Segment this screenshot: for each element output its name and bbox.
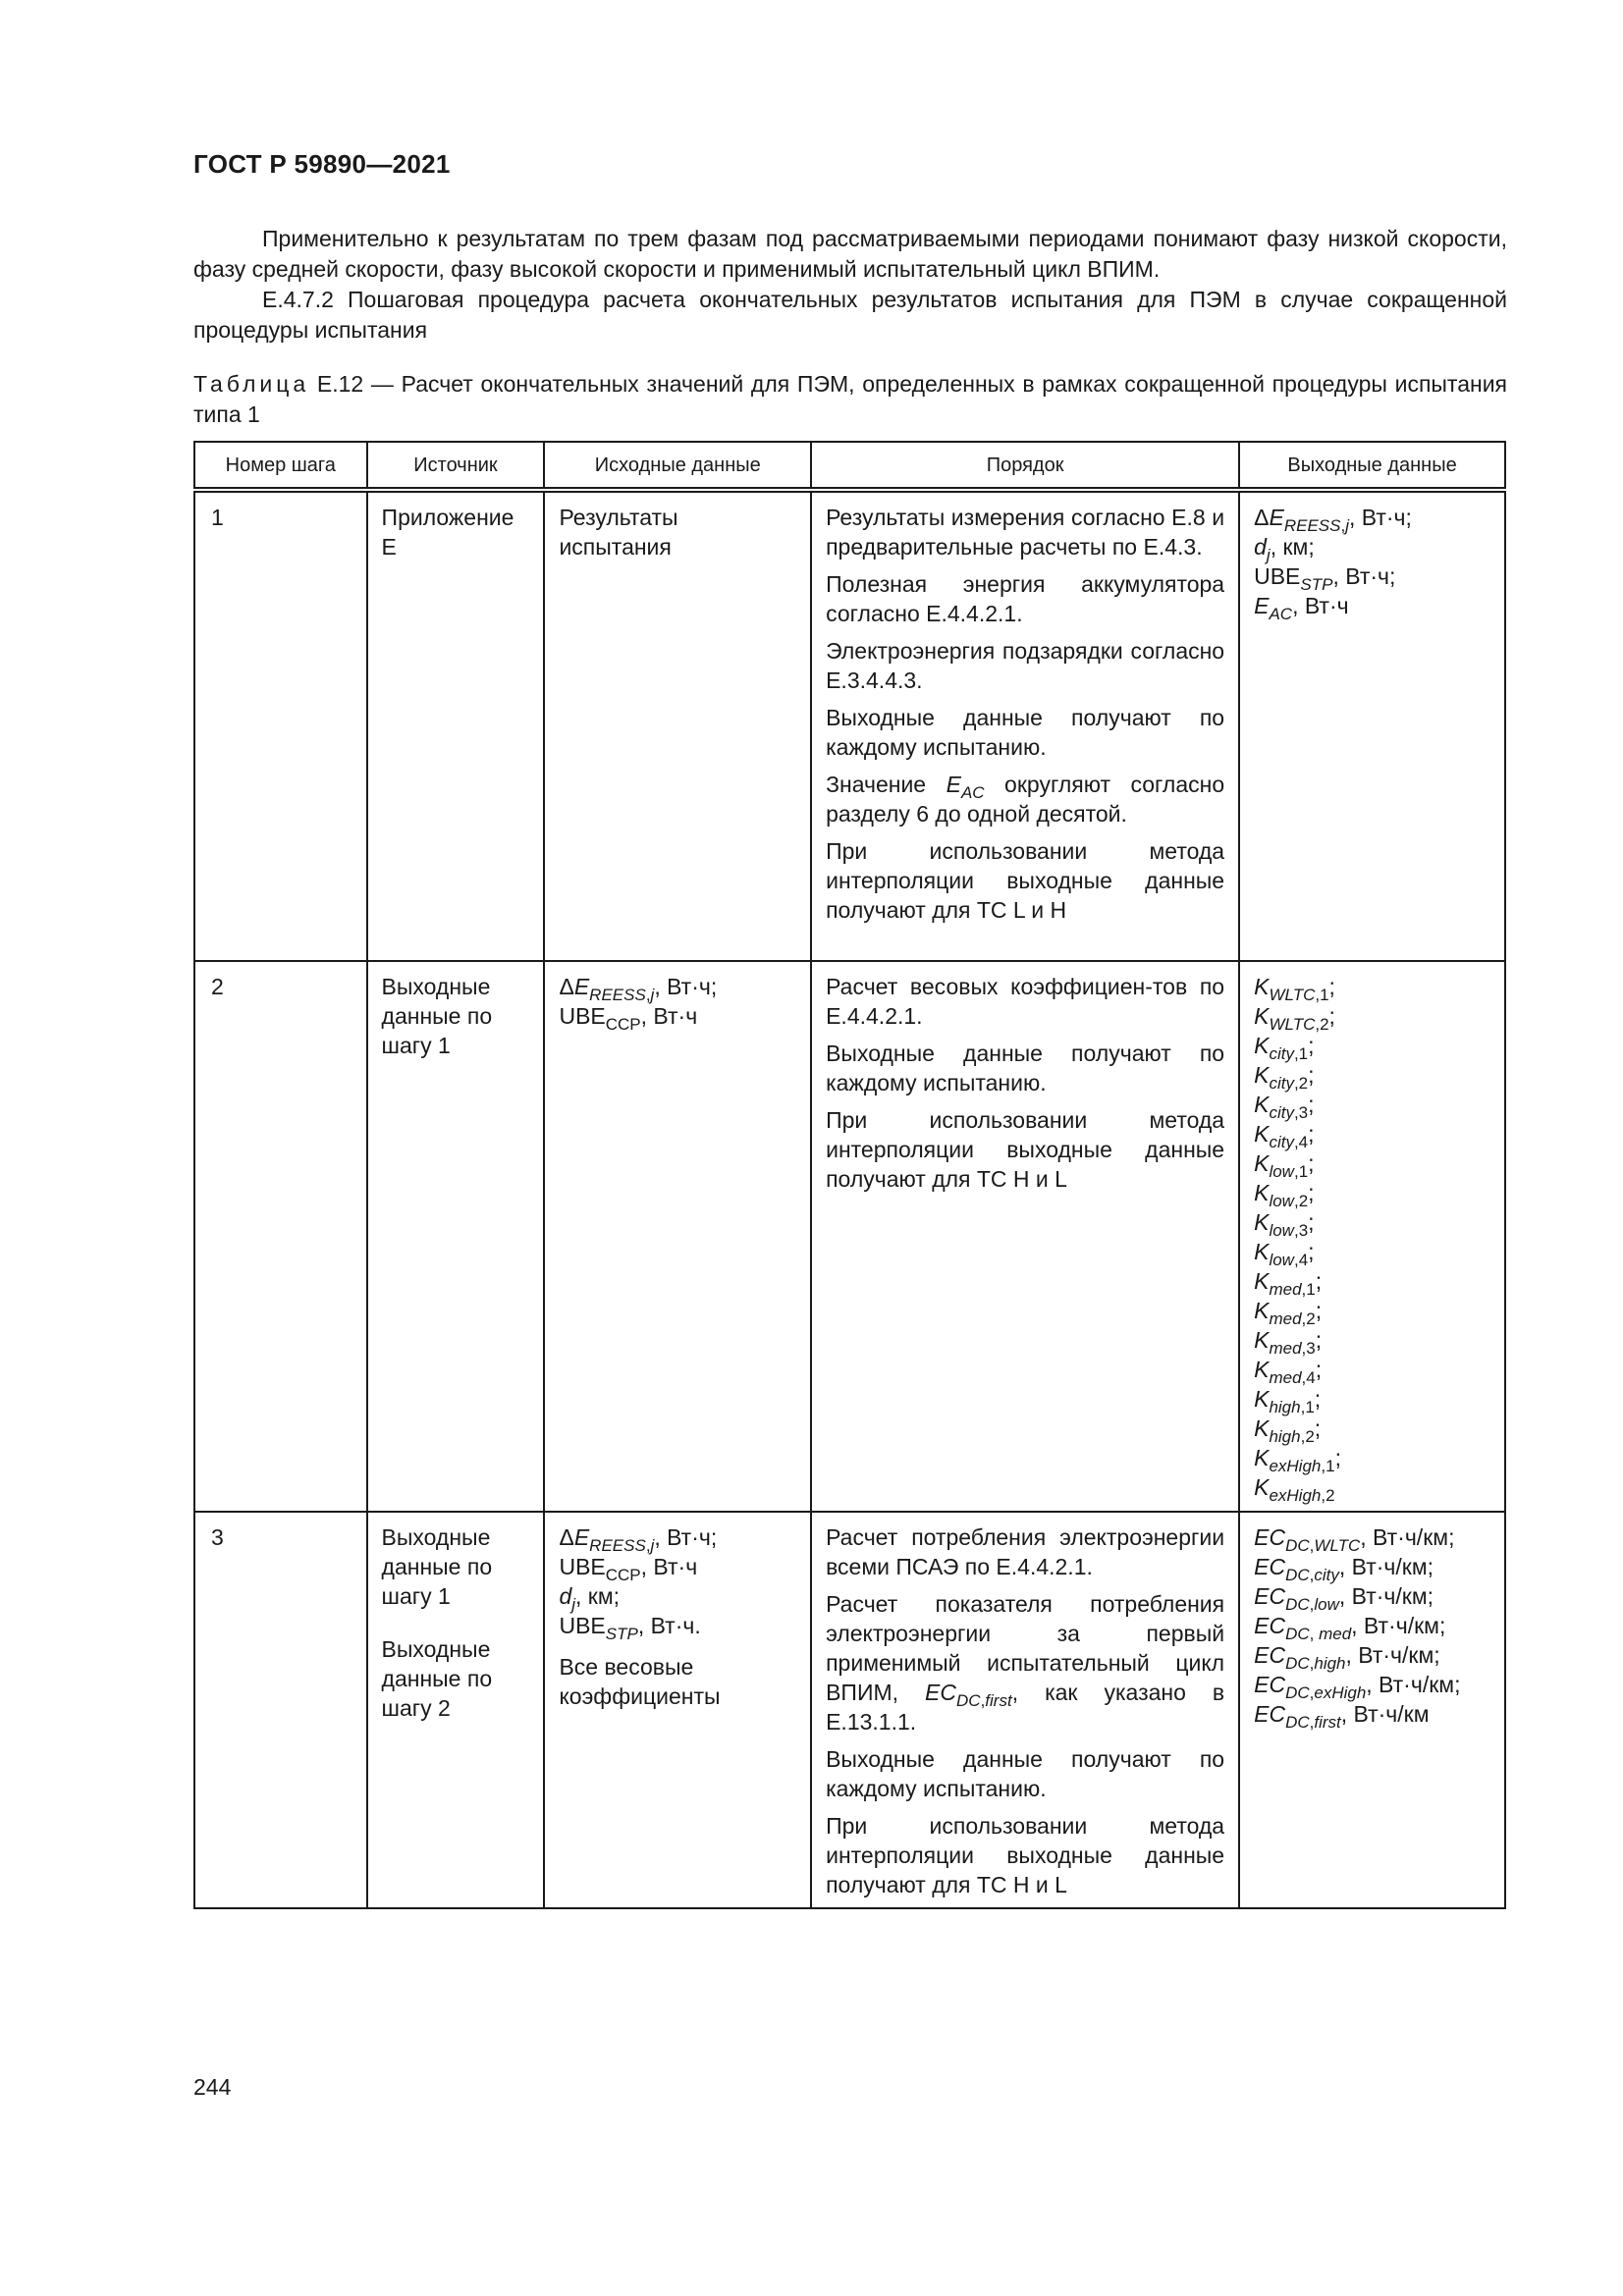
output-item: $K_{city,2}$; bbox=[1254, 1062, 1315, 1093]
procedure-item: При использовании метода интерполяции выходные данные получают для ТС Н и L bbox=[826, 1813, 1225, 1897]
step-number: 3 bbox=[194, 1512, 367, 1908]
calculation-table bbox=[193, 441, 1506, 1909]
procedure-cell bbox=[811, 490, 1239, 961]
header-source: Источник bbox=[367, 442, 545, 490]
output-item: $K_{med,3}$; bbox=[1254, 1327, 1323, 1358]
output-item: $E_{AC}$, Вт·ч bbox=[1254, 593, 1349, 623]
input-item: Все весовые коэффициенты bbox=[559, 1654, 721, 1709]
procedure-item: Выходные данные получают по каждому испытанию. bbox=[826, 1041, 1225, 1095]
output-item: $EC_{DC,WLTC}$, Вт·ч/км; bbox=[1254, 1524, 1455, 1555]
input-item: $d_j$, км; bbox=[559, 1583, 621, 1614]
table-caption-label: Таблица bbox=[193, 371, 310, 397]
output-item: $EC_{DC, med}$, Вт·ч/км; bbox=[1254, 1613, 1446, 1643]
table-row bbox=[194, 490, 1505, 961]
output-item: $K_{WLTC,2}$; bbox=[1254, 1003, 1335, 1034]
input-item: $UBE_{CCP}$, Вт·ч bbox=[559, 1554, 698, 1584]
input-item: $\Delta E_{REESS,j}$, Вт·ч; bbox=[559, 974, 718, 1004]
step-number: 1 bbox=[194, 490, 367, 961]
output-cell bbox=[1239, 961, 1505, 1512]
input-cell: Результаты испытания bbox=[544, 490, 811, 961]
table-caption-text: Е.12 — Расчет окончательных значений для ПЭМ, определенных в рамках сокращенной процедуры испытания типа 1 bbox=[193, 371, 1508, 427]
output-cell bbox=[1239, 1512, 1505, 1908]
output-item: $K_{city,4}$; bbox=[1254, 1121, 1315, 1151]
procedure-item: Электроэнергия подзарядки согласно Е.3.4.4.3. bbox=[826, 638, 1225, 693]
header-output: Выходные данные bbox=[1239, 442, 1505, 490]
source-cell: Приложение Е bbox=[367, 490, 545, 961]
output-item: $EC_{DC,low}$, Вт·ч/км; bbox=[1254, 1583, 1434, 1614]
output-item: $K_{exHigh,2}$ bbox=[1254, 1474, 1335, 1505]
input-item: $\Delta E_{REESS,j}$, Вт·ч; bbox=[559, 1524, 718, 1555]
output-item: $K_{city,3}$; bbox=[1254, 1092, 1315, 1122]
header-procedure: Порядок bbox=[811, 442, 1239, 490]
procedure-item: Расчет показателя потребления электроэнергии за первый применимый испытательный цикл ВПИМ, $EC_{DC,first}$, как указано в Е.13.1.1. bbox=[826, 1591, 1225, 1735]
procedure-cell bbox=[811, 961, 1239, 1512]
output-item: $K_{exHigh,1}$; bbox=[1254, 1445, 1341, 1475]
output-item: $EC_{DC,city}$, Вт·ч/км; bbox=[1254, 1554, 1434, 1584]
procedure-item: Расчет весовых коэффициен-тов по Е.4.4.2.1. bbox=[826, 974, 1225, 1029]
input-cell bbox=[544, 961, 811, 1512]
source-item: Выходные данные по шагу 2 bbox=[381, 1636, 493, 1721]
standard-title: ГОСТ Р 59890—2021 bbox=[193, 149, 451, 179]
input-item: $UBE_{STP}$, Вт·ч. bbox=[559, 1613, 701, 1643]
procedure-cell bbox=[811, 1512, 1239, 1908]
output-item: $K_{low,1}$; bbox=[1254, 1150, 1315, 1181]
output-item: $EC_{DC,exHigh}$, Вт·ч/км; bbox=[1254, 1672, 1461, 1702]
output-item: $d_j$, км; bbox=[1254, 534, 1315, 564]
page-number: 244 bbox=[193, 2074, 232, 2100]
procedure-item: Выходные данные получают по каждому испытанию. bbox=[826, 1746, 1225, 1801]
source-cell bbox=[367, 1512, 545, 1908]
output-item: $K_{low,2}$; bbox=[1254, 1180, 1315, 1210]
output-item: $UBE_{STP}$, Вт·ч; bbox=[1254, 563, 1396, 594]
output-item: $K_{low,3}$; bbox=[1254, 1209, 1315, 1240]
output-item: $K_{low,4}$; bbox=[1254, 1239, 1315, 1269]
intro-text bbox=[193, 224, 1507, 346]
procedure-item: При использовании метода интерполяции выходные данные получают для ТС Н и L bbox=[826, 1107, 1225, 1192]
input-cell bbox=[544, 1512, 811, 1908]
output-item: $EC_{DC,first}$, Вт·ч/км bbox=[1254, 1701, 1430, 1732]
procedure-item: Расчет потребления электроэнергии всеми ПСАЭ по Е.4.4.2.1. bbox=[826, 1524, 1225, 1579]
procedure-item: Полезная энергия аккумулятора согласно Е.4.4.2.1. bbox=[826, 571, 1225, 626]
step-number: 2 bbox=[194, 961, 367, 1512]
procedure-item: При использовании метода интерполяции выходные данные получают для ТС L и Н bbox=[826, 838, 1225, 923]
output-item: $K_{med,2}$; bbox=[1254, 1298, 1323, 1328]
procedure-item: Значение $E_{AC}$ округляют согласно разделу 6 до одной десятой. bbox=[826, 772, 1225, 827]
input-item: $UBE_{CCP}$, Вт·ч bbox=[559, 1003, 698, 1034]
header-step: Номер шага bbox=[194, 442, 367, 490]
output-item: $K_{med,4}$; bbox=[1254, 1357, 1323, 1387]
paragraph-1: Применительно к результатам по трем фазам под рассматриваемыми периодами понимают фазу низкой скорости, фазу средней скорости, фазу высокой скорости и применимый испытательный цикл ВПИМ. bbox=[193, 226, 1507, 282]
output-item: $EC_{DC,high}$, Вт·ч/км; bbox=[1254, 1642, 1440, 1673]
output-cell bbox=[1239, 490, 1505, 961]
output-item: $K_{high,1}$; bbox=[1254, 1386, 1322, 1416]
output-item: $K_{med,1}$; bbox=[1254, 1268, 1323, 1299]
procedure-item: Результаты измерения согласно Е.8 и предварительные расчеты по Е.4.3. bbox=[826, 505, 1225, 560]
output-item: $K_{WLTC,1}$; bbox=[1254, 974, 1335, 1004]
table-header-row bbox=[194, 442, 1505, 490]
source-cell: Выходные данные по шагу 1 bbox=[367, 961, 545, 1512]
output-item: $\Delta E_{REESS,j}$, Вт·ч; bbox=[1254, 505, 1412, 535]
source-item: Выходные данные по шагу 1 bbox=[381, 1524, 493, 1609]
output-item: $K_{city,1}$; bbox=[1254, 1033, 1315, 1063]
paragraph-2: Е.4.7.2 Пошаговая процедура расчета окончательных результатов испытания для ПЭМ в случае сокращенной процедуры испытания bbox=[193, 287, 1507, 343]
table-row bbox=[194, 1512, 1505, 1908]
table-row bbox=[194, 961, 1505, 1512]
table-caption bbox=[193, 369, 1507, 430]
procedure-item: Выходные данные получают по каждому испытанию. bbox=[826, 705, 1225, 760]
output-item: $K_{high,2}$; bbox=[1254, 1415, 1322, 1446]
header-input: Исходные данные bbox=[544, 442, 811, 490]
